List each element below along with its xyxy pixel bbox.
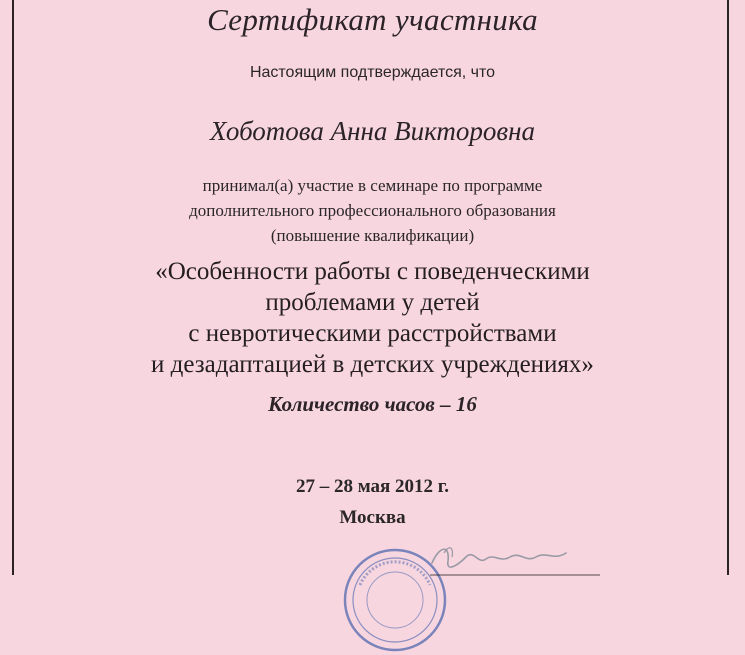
certificate-title: Сертификат участника <box>207 2 538 37</box>
event-dates: 27 – 28 мая 2012 г. <box>295 476 450 497</box>
event-city: Москва <box>339 507 406 528</box>
signature-icon <box>420 535 600 585</box>
program-line: и дезадаптацией в детских учреждениях» <box>151 351 594 378</box>
program-line: «Особенности работы с поведенческими <box>155 258 590 285</box>
hours-count: Количество часов – 16 <box>268 392 477 416</box>
recipient-name: Хоботова Анна Викторовна <box>209 116 535 146</box>
participation-text <box>0 173 745 248</box>
participation-line: дополнительного профессионального образования <box>189 201 556 220</box>
participation-line: принимал(а) участие в семинаре по программе <box>202 176 543 195</box>
program-line: проблемами у детей <box>265 289 480 316</box>
program-line: с невротическими расстройствами <box>188 320 557 347</box>
program-title <box>0 256 745 380</box>
confirmation-text: Настоящим подтверждается, что <box>249 64 496 81</box>
participation-line: (повышение квалификации) <box>270 226 475 245</box>
